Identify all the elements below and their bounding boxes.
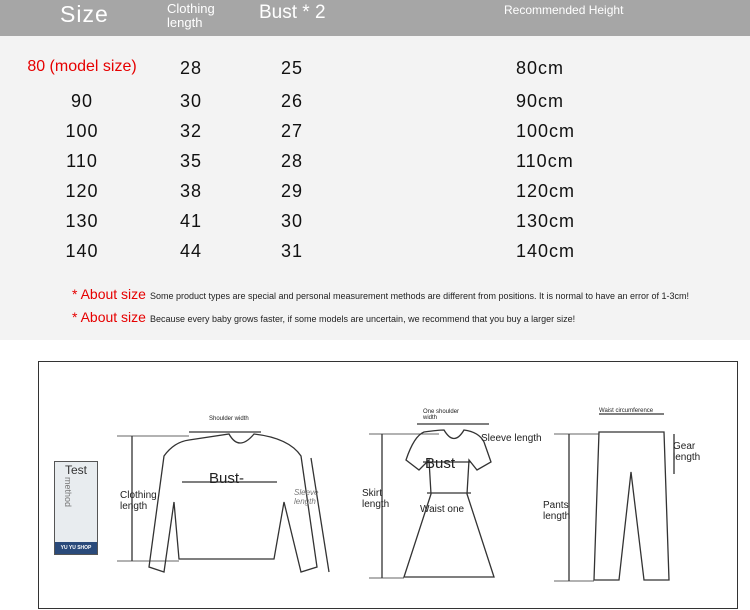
size-cell: 130: [65, 211, 99, 231]
bust-cell: 27: [281, 121, 304, 141]
bust-cell: 25: [281, 58, 304, 78]
clothing-length-cell: 35: [180, 151, 203, 171]
size-note: [72, 309, 575, 325]
shirt-bust-label: Bust-: [209, 470, 245, 487]
dress-sleeve-label: Sleeve length: [481, 433, 542, 444]
clothing-length-cell: 30: [180, 91, 203, 111]
table-row: [0, 241, 750, 271]
bust-cell: 29: [281, 181, 304, 201]
bust-cell: 28: [281, 151, 304, 171]
bust-cell: 26: [281, 91, 304, 111]
height-cell: 140cm: [516, 241, 576, 261]
tag-subtitle: method: [63, 477, 73, 508]
height-cell: 110cm: [516, 151, 574, 171]
height-cell: 100cm: [516, 121, 576, 141]
table-row: [0, 211, 750, 241]
header-size: Size: [60, 1, 109, 27]
pants-length-label: Pants length: [543, 500, 571, 522]
shirt-outline-icon: [149, 434, 317, 572]
pants-gear-label: Gear length: [673, 441, 701, 463]
table-row: [0, 151, 750, 181]
size-table: [0, 36, 750, 340]
size-table-header: [0, 0, 750, 36]
pants-outline-icon: [594, 432, 669, 580]
clothing-length-cell: 44: [180, 241, 203, 261]
height-cell: 120cm: [516, 181, 576, 201]
table-row: [0, 181, 750, 211]
size-cell: 110: [66, 151, 98, 171]
shirt-sleeve-arrow: [311, 458, 329, 572]
pants-waist-label: Waist circumference: [599, 408, 654, 414]
dress-waist-label: Waist one: [420, 504, 465, 515]
dress-skirt-label: Skirt length: [362, 488, 390, 510]
measurement-diagram: [38, 361, 738, 609]
header-recommended-height: Recommended Height: [504, 3, 624, 17]
table-row: [0, 121, 750, 151]
dress-bust-label: Bust: [425, 455, 456, 472]
size-cell: 140: [65, 241, 99, 261]
dress-shoulder-label: One shoulder width: [423, 409, 460, 421]
shirt-sleeve-label: Sleeve length: [294, 488, 319, 506]
size-note: [72, 286, 689, 302]
shirt-shoulder-label: Shoulder width: [209, 416, 249, 422]
height-cell: 90cm: [516, 91, 565, 111]
height-cell: 80cm: [516, 58, 565, 78]
clothing-length-cell: 32: [180, 121, 203, 141]
garment-drawings: [39, 362, 739, 610]
shirt-clothing-label: Clothing length: [120, 490, 157, 512]
clothing-length-cell: 38: [180, 181, 203, 201]
size-cell: 100: [65, 121, 99, 141]
note-label: * About size: [72, 309, 146, 325]
note-text: Some product types are special and personal measurement methods are different from positions. It is normal to have an error of 1-3cm!: [149, 291, 690, 301]
table-row: [0, 58, 750, 88]
header-bust: Bust * 2: [259, 2, 326, 23]
height-cell: 130cm: [516, 211, 576, 231]
clothing-length-cell: 28: [180, 58, 203, 78]
size-cell: 120: [65, 181, 99, 201]
bust-cell: 30: [281, 211, 304, 231]
size-cell: 80 (model size): [27, 58, 137, 75]
tag-brand: YU YU SHOP: [55, 542, 97, 554]
clothing-length-cell: 41: [180, 211, 203, 231]
header-clothing-length: Clothing length: [167, 1, 215, 30]
note-text: Because every baby grows faster, if some models are uncertain, we recommend that you buy a larger size!: [149, 314, 576, 324]
bust-cell: 31: [281, 241, 304, 261]
table-row: [0, 91, 750, 121]
note-label: * About size: [72, 286, 146, 302]
size-cell: 90: [70, 91, 94, 111]
tag-title: Test: [65, 463, 88, 477]
